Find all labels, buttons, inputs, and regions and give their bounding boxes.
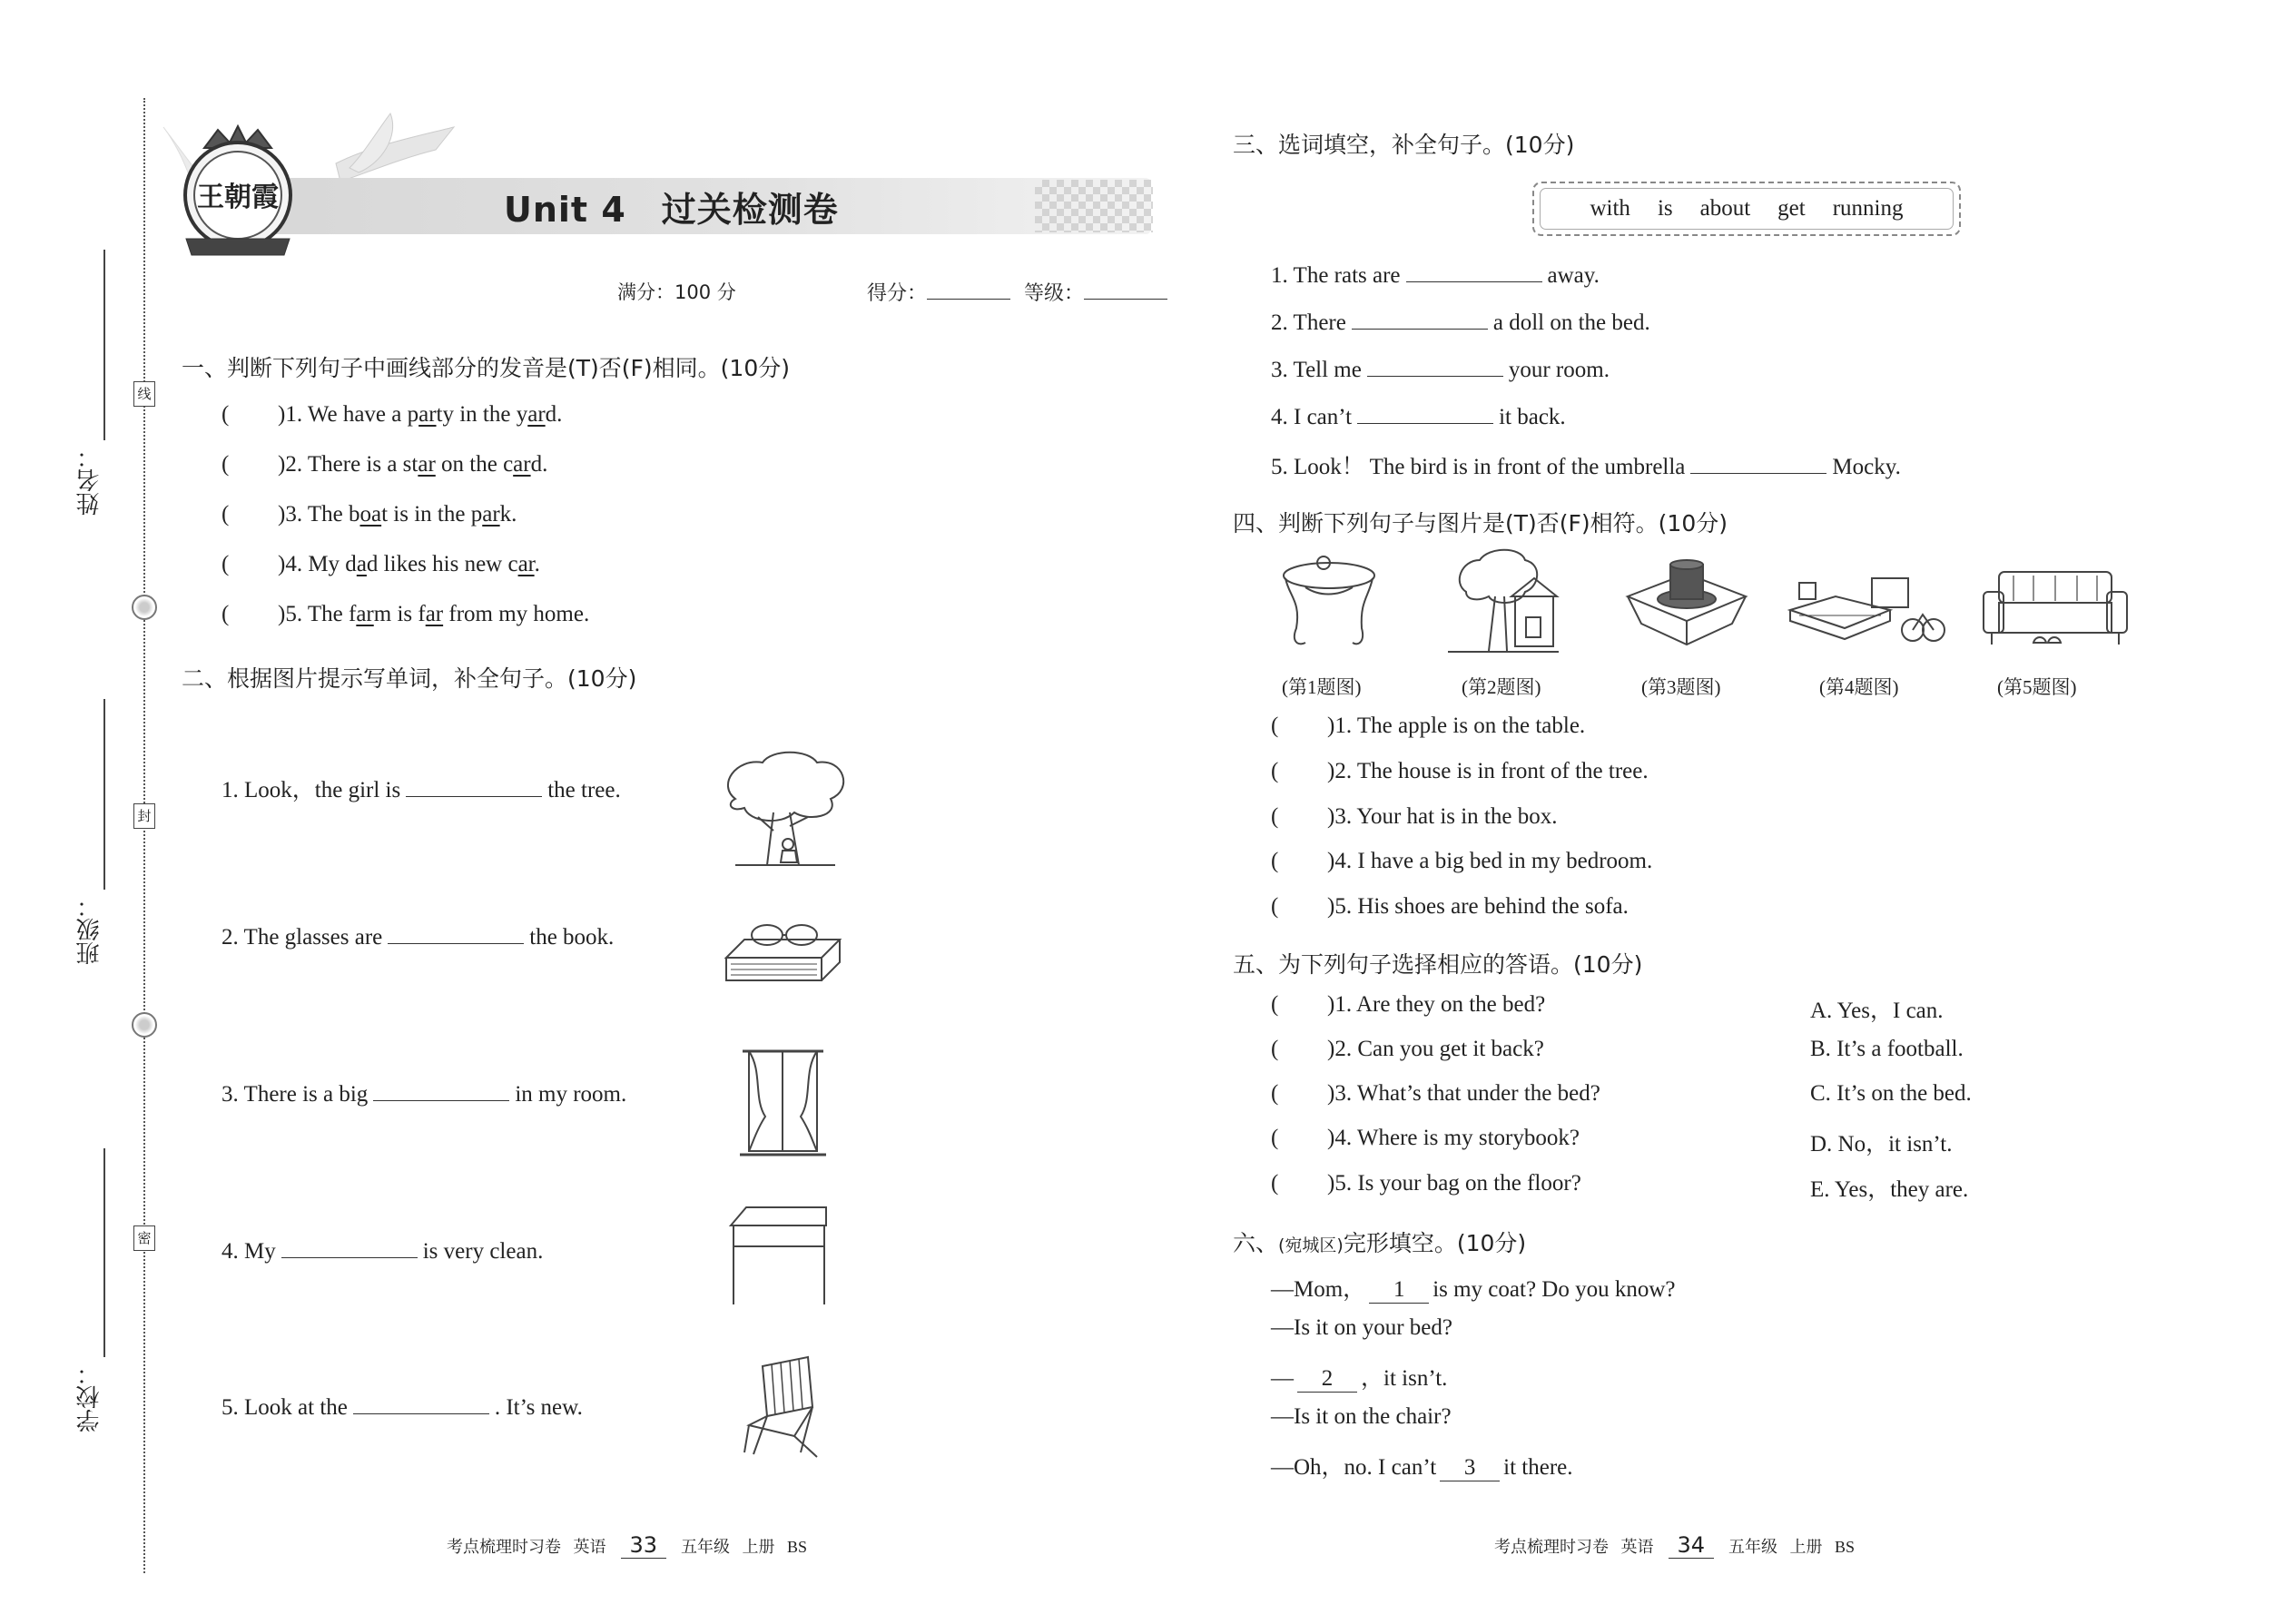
page-title: Unit 4 过关检测卷 [504, 190, 839, 230]
score-field [867, 278, 1010, 306]
name-field-line[interactable] [103, 250, 105, 440]
word-bank-item: with [1590, 196, 1630, 221]
cloze-line-4: —Is it on the chair? [1271, 1404, 1452, 1429]
cloze-line-5: —Oh，no. I can’t 3 it there. [1271, 1455, 1573, 1480]
cut-mark-seal: 封 [133, 803, 155, 829]
binding-dotted-line [143, 98, 145, 1573]
section-4-title: 四、判断下列句子与图片是(T)否(F)相符。(10分) [1233, 510, 1728, 536]
answer-blank[interactable] [1367, 354, 1503, 377]
answer-blank[interactable] [281, 1235, 418, 1258]
hat-box-icon [1623, 556, 1750, 646]
section-5-title: 五、为下列句子选择相应的答语。(10分) [1233, 951, 1643, 978]
s5-question-1: ( )1. Are they on the bed? [1271, 992, 1546, 1017]
s1-question-1: ( )1. We have a party in the yard. [222, 402, 563, 427]
s4-question-4: ( )4. I have a big bed in my bedroom. [1271, 849, 1653, 873]
s2-question-5: 5. Look at the . It’s new. [222, 1392, 583, 1421]
score-label: 得分： [867, 282, 928, 305]
s3-question-2: 2. There a doll on the bed. [1271, 307, 1650, 336]
full-score: 满分：100 分 [617, 281, 736, 303]
tree-girl-icon [717, 749, 849, 867]
cut-mark-secret: 密 [133, 1225, 155, 1251]
s4-question-2: ( )2. The house is in front of the tree. [1271, 759, 1649, 783]
school-label: 学校： [76, 1362, 103, 1432]
binding-hole [132, 1012, 157, 1038]
section-2-title: 二、根据图片提示写单词，补全句子。(10分) [182, 665, 637, 692]
score-blank[interactable] [927, 279, 1010, 300]
house-tree-icon [1448, 546, 1559, 654]
chair-icon [735, 1353, 826, 1462]
grade-label: 等级： [1024, 282, 1085, 305]
s5-answer-c: C. It’s on the bed. [1810, 1081, 1972, 1106]
s5-answer-a: A. Yes，I can. [1810, 999, 1944, 1023]
s3-question-1: 1. The rats are away. [1271, 260, 1600, 289]
cloze-blank[interactable]: 3 [1440, 1455, 1500, 1481]
checker-pattern [1035, 180, 1153, 232]
window-curtain-icon [740, 1044, 826, 1162]
s5-answer-d: D. No，it isn’t. [1810, 1132, 1953, 1156]
answer-blank[interactable] [406, 774, 542, 797]
binding-hole [132, 595, 157, 620]
cloze-blank[interactable]: 2 [1297, 1366, 1357, 1393]
word-bank [1532, 182, 1961, 236]
figure-caption: (第3题图) [1641, 676, 1721, 698]
figure-caption: (第2题图) [1462, 676, 1541, 698]
cloze-line-2: —Is it on your bed? [1271, 1315, 1452, 1340]
grade-field [1024, 278, 1167, 306]
name-label: 姓名： [76, 445, 103, 516]
sofa-shoes-icon [1979, 565, 2132, 648]
cloze-blank[interactable]: 1 [1369, 1277, 1429, 1304]
word-bank-item: about [1699, 196, 1751, 221]
region-tag: (宛城区) [1278, 1235, 1344, 1255]
s5-question-5: ( )5. Is your bag on the floor? [1271, 1171, 1581, 1196]
s1-question-2: ( )2. There is a star on the card. [222, 452, 548, 477]
grade-blank[interactable] [1084, 279, 1167, 300]
s5-answer-e: E. Yes，they are. [1810, 1177, 1969, 1202]
class-label: 班级： [76, 894, 103, 965]
answer-blank[interactable] [1352, 307, 1488, 330]
word-bank-item: get [1777, 196, 1806, 221]
s5-question-3: ( )3. What’s that under the bed? [1271, 1081, 1600, 1106]
desk-icon [726, 1203, 831, 1307]
answer-blank[interactable] [373, 1078, 509, 1101]
s4-question-3: ( )3. Your hat is in the box. [1271, 804, 1558, 829]
answer-blank[interactable] [1406, 260, 1542, 282]
bedroom-icon [1781, 565, 1943, 648]
s2-question-2: 2. The glasses are the book. [222, 921, 614, 950]
answer-blank[interactable] [1357, 401, 1493, 424]
cloze-line-3: — 2 ，it isn’t. [1271, 1366, 1448, 1391]
s5-question-2: ( )2. Can you get it back? [1271, 1037, 1544, 1061]
figure-caption: (第5题图) [1997, 676, 2077, 698]
s5-answer-b: B. It’s a football. [1810, 1037, 1964, 1061]
s5-question-4: ( )4. Where is my storybook? [1271, 1126, 1580, 1150]
brand-logo-icon [177, 123, 300, 259]
word-bank-item: running [1832, 196, 1904, 221]
answer-blank[interactable] [388, 921, 524, 944]
answer-blank[interactable] [353, 1392, 489, 1414]
section-3-title: 三、选词填空，补全句子。(10分) [1233, 132, 1575, 158]
s2-question-1: 1. Look，the girl is the tree. [222, 772, 621, 804]
s4-question-1: ( )1. The apple is on the table. [1271, 714, 1586, 738]
class-field-line[interactable] [103, 699, 105, 890]
figure-caption: (第4题图) [1819, 676, 1899, 698]
word-bank-item: is [1657, 196, 1673, 221]
footer-right: 考点梳理时习卷 英语 34 五年级 上册 BS [1494, 1532, 1856, 1558]
footer-left: 考点梳理时习卷 英语 33 五年级 上册 BS [447, 1532, 808, 1558]
s3-question-5: 5. Look！ The bird is in front of the umbrella Mocky. [1271, 448, 1901, 481]
s2-question-4: 4. My is very clean. [222, 1235, 543, 1265]
glasses-book-icon [722, 917, 844, 994]
logo-text: 王朝霞 [197, 182, 279, 213]
s2-question-3: 3. There is a big in my room. [222, 1078, 626, 1107]
school-field-line[interactable] [103, 1148, 105, 1357]
page-number: 34 [1669, 1532, 1715, 1559]
s4-question-5: ( )5. His shoes are behind the sofa. [1271, 894, 1629, 919]
s3-question-4: 4. I can’t it back. [1271, 401, 1566, 430]
cloze-line-1: —Mom， 1 is my coat? Do you know? [1271, 1277, 1676, 1302]
page-number: 33 [621, 1532, 667, 1559]
cut-mark-line: 线 [133, 381, 155, 407]
s1-question-4: ( )4. My dad likes his new car. [222, 552, 540, 576]
figure-caption: (第1题图) [1282, 676, 1362, 698]
answer-blank[interactable] [1690, 451, 1826, 474]
section-6-title: 六、(宛城区)完形填空。(10分) [1233, 1230, 1527, 1256]
table-apple-icon [1278, 556, 1380, 654]
s1-question-3: ( )3. The boat is in the park. [222, 502, 517, 527]
s1-question-5: ( )5. The farm is far from my home. [222, 602, 590, 626]
section-1-title: 一、判断下列句子中画线部分的发音是(T)否(F)相同。(10分) [182, 355, 790, 381]
s3-question-3: 3. Tell me your room. [1271, 354, 1610, 383]
